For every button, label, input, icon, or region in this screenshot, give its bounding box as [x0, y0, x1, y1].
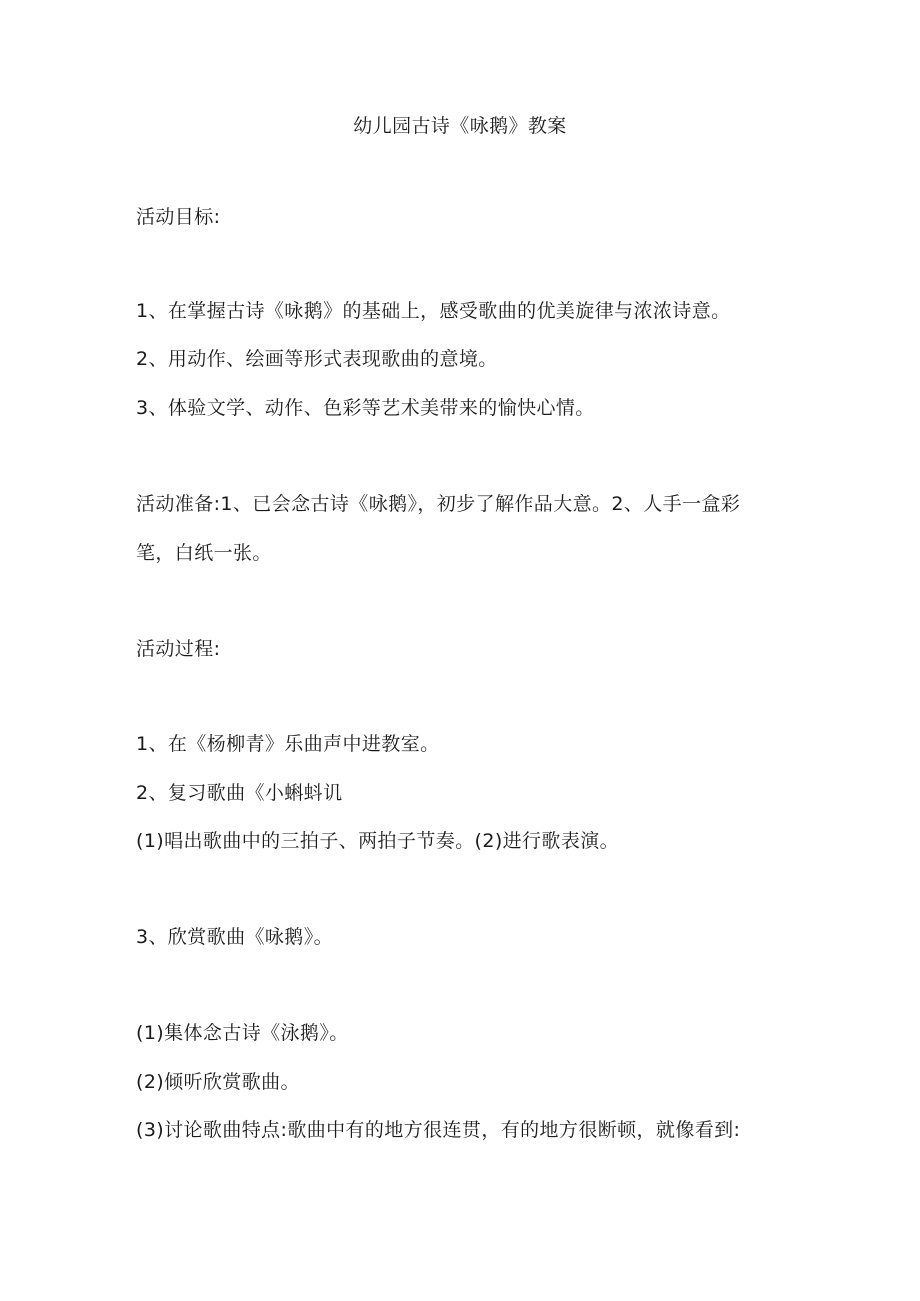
document-title: 幼儿园古诗《咏鹅》教案 [353, 115, 567, 137]
process-item-3: 3、欣赏歌曲《咏鹅》。 [136, 926, 333, 948]
process-item-3-step-1: (1)集体念古诗《泳鹅》。 [136, 1022, 349, 1044]
process-item-3-step-2: (2)倾听欣赏歌曲。 [136, 1071, 300, 1093]
process-item-2: 2、复习歌曲《小蝌蚪讥 [136, 782, 343, 804]
goal-item-2: 2、用动作、绘画等形式表现歌曲的意境。 [136, 348, 498, 370]
preparation-line-1: 活动准备:1、已会念古诗《咏鹅》，初步了解作品大意。2、人手一盒彩 [136, 493, 741, 515]
process-item-1: 1、在《杨柳青》乐曲声中进教室。 [136, 733, 440, 755]
goal-item-1: 1、在掌握古诗《咏鹅》的基础上，感受歌曲的优美旋律与浓浓诗意。 [136, 300, 731, 322]
goals-heading: 活动目标: [136, 206, 221, 228]
process-item-3-step-3: (3)讨论歌曲特点:歌曲中有的地方很连贯，有的地方很断顿，就像看到: [136, 1119, 741, 1141]
process-item-2-detail: (1)唱出歌曲中的三拍子、两拍子节奏。(2)进行歌表演。 [136, 830, 620, 852]
process-heading: 活动过程: [136, 638, 221, 660]
preparation-line-2: 笔，白纸一张。 [136, 542, 272, 564]
goal-item-3: 3、体验文学、动作、色彩等艺术美带来的愉快心情。 [136, 397, 595, 419]
